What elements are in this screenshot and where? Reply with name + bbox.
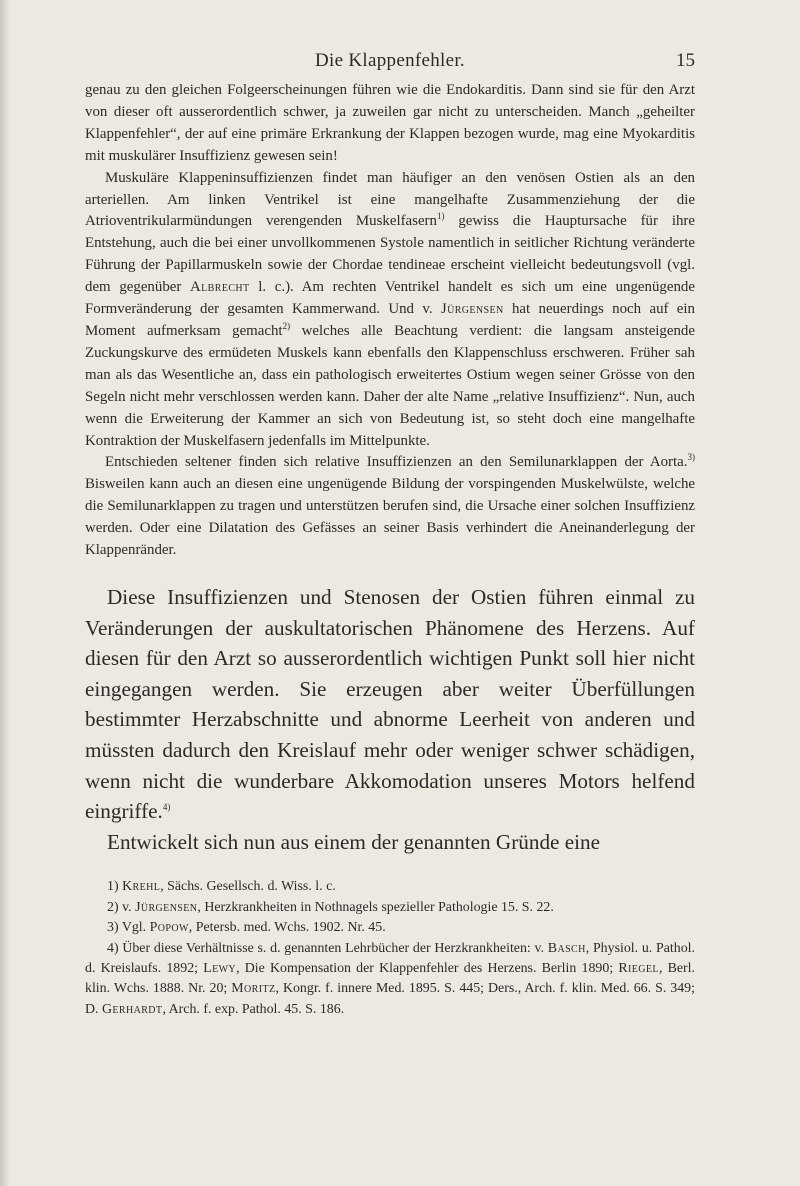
footnote-ref-number: 2 — [282, 321, 288, 331]
paragraph-2 — [85, 168, 695, 453]
main-text-large — [85, 582, 695, 857]
page-binding-edge — [0, 0, 10, 1186]
footnote-ref-2: 2) — [282, 321, 291, 331]
main-text-small — [85, 80, 695, 562]
footnote-text: , Sächs. Gesellsch. d. Wiss. l. c. — [160, 879, 336, 895]
footnote-number: 3) — [107, 920, 119, 936]
book-page — [85, 50, 695, 1020]
author-name: Krehl — [122, 879, 161, 895]
footnote-ref-number: 1 — [436, 211, 442, 222]
footnote-1 — [85, 877, 695, 897]
footnote-2 — [85, 898, 695, 918]
author-name: Lewy — [203, 960, 237, 976]
author-name: Moritz — [231, 981, 276, 997]
author-name: Riegel — [618, 960, 659, 976]
author-name: Gerhardt — [101, 1001, 163, 1017]
paragraph-4 — [85, 582, 695, 827]
author-name: Popow — [149, 920, 189, 936]
paragraph-5: Entwickelt sich nun aus einem der genannten Gründe eine — [107, 829, 601, 854]
footnote-number: 4) — [107, 940, 119, 956]
author-name: Albrecht — [190, 279, 250, 296]
footnote-text: , Arch. f. exp. Pathol. 45. S. 186. — [162, 1001, 345, 1017]
footnote-3 — [85, 918, 695, 938]
footnote-text: Über diese Verhältnisse s. d. genannten Lehrbücher der Herzkrankheiten: v. — [122, 940, 548, 956]
footnote-number: 1) — [107, 879, 119, 895]
text-run: hat neuerdings noch auf ein Moment aufmerksam gemacht — [85, 301, 695, 339]
footnote-text: Vgl. — [121, 920, 150, 936]
text-run: l. c.). Am rechten Ventrikel handelt es sich um eine ungenügende Formveränderung der gesamten Kammerwand. Und v. — [85, 279, 695, 318]
footnote-text: , Berl. klin. Wchs. 1888. Nr. 20; — [85, 960, 695, 997]
paragraph-3 — [85, 452, 695, 562]
footnote-ref-1: 1) — [436, 211, 445, 222]
text-run: welches alle Beachtung verdient: die langsam ansteigende Zuckungskurve des ermüdeten Muskels kann ebenfalls den Klappenschluss erschweren. Früher sah man als das Wesentliche an, dass ein pathologisch erweitertes Ostium wegen seiner Grösse von den Segeln nicht mehr verschlossen werden kann. Daher der alte Name „relative Insuffizienz“. Nun, auch wenn die Erweiterung der Kammer an sich von Bedeutung ist, so steht doch eine mangelhafte Kontraktion der Muskelfasern jedenfalls im Mittelpunkte. — [85, 322, 695, 449]
footnote-text: , Die Kompensation der Klappenfehler des Herzens. Berlin 1890; — [236, 960, 619, 976]
footnote-ref-number: 3 — [687, 452, 692, 463]
text-run: Muskuläre Klappeninsuffizienzen findet man häufiger an den venösen Ostien als an den arteriellen. Am linken Ventrikel ist eine mangelhafte Zusammenziehung der die Atrioventrikularmündungen verengenden Muskelfasern — [85, 169, 695, 230]
text-run: Bisweilen kann auch an diesen eine ungenügende Bildung der vorspingenden Muskelwülste, welche die Semilunarklappen zu tragen und unterstützen berufen sind, die Ursache einer solchen Insuffizienz werden. Oder eine Dilatation des Gefässes an seiner Basis verhindert die Aneinanderlegung der Klappenränder. — [85, 476, 695, 559]
author-name: Jürgensen — [135, 899, 198, 915]
footnote-text: , Kongr. f. innere Med. 1895. S. 445; Ders., Arch. f. klin. Med. 66. S. 349; D. — [85, 981, 695, 1017]
footnote-ref-3: 3) — [687, 452, 695, 463]
footnote-text: , Physiol. u. Pathol. d. Kreislaufs. 1892; — [85, 940, 695, 976]
page-number: 15 — [676, 50, 695, 71]
paragraph-1: genau zu den gleichen Folgeerscheinungen führen wie die Endokarditis. Dann sind sie für den Arzt von dieser oft ausserordentlich schwer, ja zuweilen gar nicht zu unterscheiden. Manch „geheilter Klappenfehler“, der auf eine primäre Erkrankung der Klappen bezogen wurde, mag eine Myokarditis mit muskulärer Insuffizienz gewesen sein! — [85, 82, 695, 164]
footnote-text: v. — [122, 899, 136, 915]
footnote-number: 2) — [107, 899, 119, 915]
text-run: gewiss die Hauptursache für ihre Entstehung, auch die bei einer unvollkommenen Systole namentlich in seitlicher Richtung veränderte Führung der Papillarmuskeln sowie der Chordae tendineae erscheint vielleicht bedeutungsvoll (vgl. dem gegenüber — [85, 213, 695, 296]
text-run: Diese Insuffizienzen und Stenosen der Ostien führen einmal zu Veränderungen der auskultatorischen Phänomene des Herzens. Auf diesen für den Arzt so ausserordentlich wichtigen Punkt soll hier nicht eingegangen werden. Sie erzeugen aber weiter Überfüllungen bestimmter Herzabschnitte und abnorme Leerheit von anderen und müssten dadurch den Kreislauf mehr oder weniger schwer schädigen, wenn nicht die wunderbare Akkomodation unseres Motors helfend eingriffe. — [85, 584, 695, 824]
text-run: Entschieden seltener finden sich relative Insuffizienzen an den Semilunarklappen der Aorta. — [105, 454, 688, 471]
author-name: Jürgensen — [440, 301, 504, 318]
author-name: Basch — [547, 940, 586, 956]
running-title: Die Klappenfehler. — [315, 50, 465, 71]
footnote-ref-number: 4 — [162, 802, 168, 813]
footnote-text: , Petersb. med. Wchs. 1902. Nr. 45. — [188, 920, 386, 936]
footnotes — [85, 877, 695, 1020]
footnote-ref-4: 4) — [162, 802, 171, 813]
page-header — [85, 50, 695, 80]
footnote-text: , Herzkrankheiten in Nothnagels spezieller Pathologie 15. S. 22. — [197, 899, 554, 915]
footnote-4 — [85, 939, 695, 1021]
